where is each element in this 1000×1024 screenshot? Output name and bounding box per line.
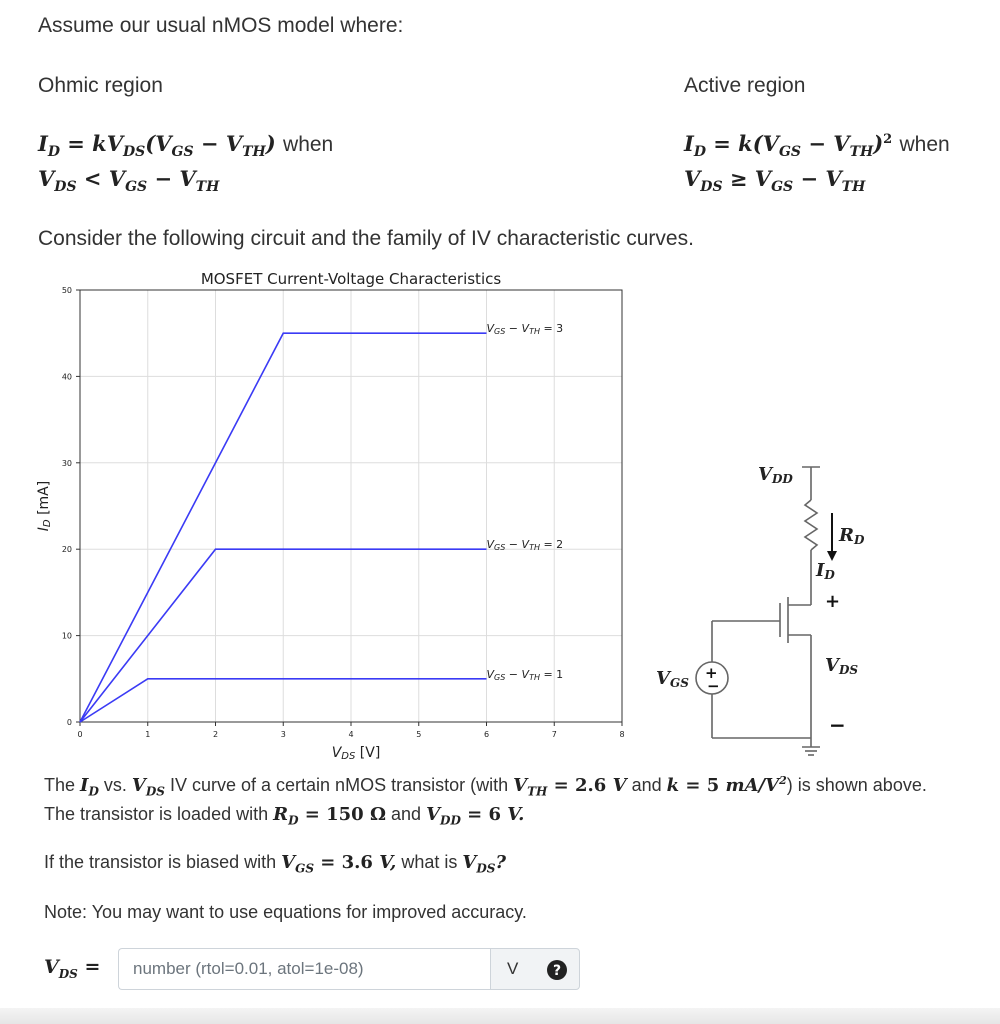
- series-label-2: VGS − VTH = 2: [486, 538, 564, 553]
- xtick-label-6: 6: [483, 730, 490, 739]
- chart-lines: [80, 322, 563, 722]
- active-condition: $V_{DS} \ge V_{GS} - V_{TH}$: [684, 166, 866, 196]
- chart-grid: [80, 290, 622, 722]
- consider-text: Consider the following circuit and the family of IV characteristic curves.: [38, 227, 694, 250]
- current-arrowhead: [827, 551, 837, 561]
- chart-ylabel: ID [mA]: [36, 480, 53, 532]
- ytick-label-3: 30: [61, 458, 72, 468]
- id-label: ID: [816, 560, 835, 582]
- ohmic-equation: $I_D = kV_{DS}(V_{GS} - V_{TH})$ when: [38, 131, 334, 161]
- xtick-label-3: 3: [280, 730, 286, 739]
- vds-minus: −: [829, 713, 846, 737]
- ytick-label-0: 0: [66, 718, 72, 727]
- answer-input[interactable]: [118, 948, 490, 990]
- problem-line-1: The $I_D$ vs. $V_{DS}$ IV curve of a certain nMOS transistor (with $V_{TH} = 2.6$ V and k = 5 $mA/V^2$) is shown above.: [44, 774, 927, 799]
- intro-text: Assume our usual nMOS model where:: [38, 14, 404, 37]
- source-minus: −: [707, 677, 720, 695]
- ohmic-when: when: [283, 133, 334, 156]
- ohmic-heading: Ohmic region: [38, 74, 163, 97]
- chart-xlabel: VDS [V]: [331, 745, 381, 762]
- svg-text:?: ?: [552, 963, 562, 979]
- circuit-diagram: [640, 455, 880, 760]
- answer-label: $V_{DS}$ =: [44, 956, 101, 981]
- active-when: when: [899, 133, 950, 156]
- ytick-label-4: 40: [61, 372, 72, 382]
- xtick-label-4: 4: [348, 730, 354, 739]
- xtick-label-2: 2: [212, 730, 219, 739]
- active-equation: $I_D = k(V_{GS} - V_{TH})^2$ when: [684, 131, 950, 161]
- series-label-3: VGS − VTH = 3: [486, 322, 564, 337]
- ohmic-condition: $V_{DS} < V_{GS} - V_{TH}$: [38, 166, 220, 196]
- xtick-label-7: 7: [551, 730, 557, 739]
- ytick-label-5: 50: [61, 286, 72, 295]
- unit-box: [490, 948, 580, 990]
- question-line: If the transistor is biased with $V_{GS} = 3.6$ V, what is $V_{DS}$?: [44, 852, 506, 876]
- ytick-label-2: 20: [61, 545, 72, 555]
- source-plus: +: [705, 664, 718, 682]
- unit-label: V: [507, 959, 519, 978]
- xtick-label-5: 5: [416, 730, 422, 739]
- xtick-label-8: 8: [619, 730, 625, 739]
- rd-resistor: [805, 500, 817, 550]
- vds-plus: +: [825, 591, 841, 612]
- bottom-bar: [0, 1008, 1000, 1024]
- xtick-label-0: 0: [77, 730, 83, 739]
- vds-label: VDS: [825, 655, 859, 677]
- active-heading: Active region: [684, 74, 806, 97]
- series-label-1: VGS − VTH = 1: [486, 667, 564, 682]
- rd-label: RD: [839, 525, 865, 547]
- vgs-label: VGS: [656, 668, 689, 690]
- chart-title: MOSFET Current-Voltage Characteristics: [200, 270, 502, 288]
- question-circle-icon[interactable]: [547, 960, 567, 980]
- problem-line-2: The transistor is loaded with $R_D = 150$ Ω and $V_{DD} = 6$ V.: [44, 804, 525, 828]
- xtick-label-1: 1: [145, 730, 151, 739]
- iv-chart: [0, 258, 640, 768]
- note-line: Note: You may want to use equations for improved accuracy.: [44, 902, 527, 922]
- ytick-label-1: 10: [61, 631, 72, 641]
- vdd-label: VDD: [758, 464, 793, 486]
